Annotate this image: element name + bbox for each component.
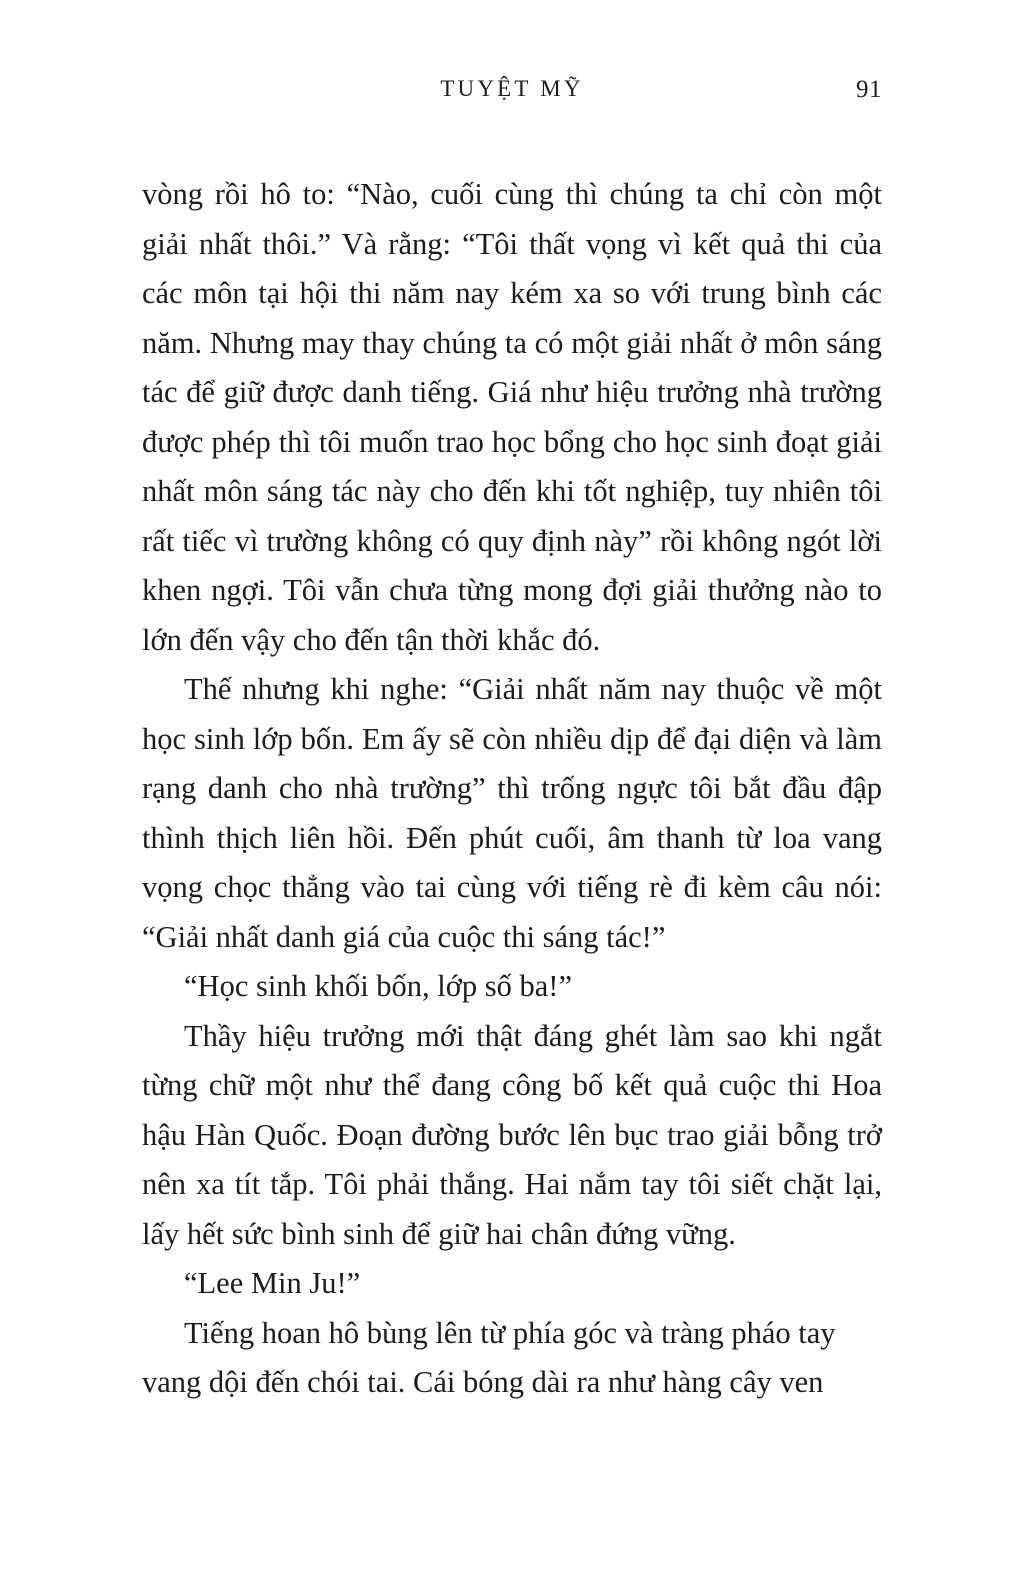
paragraph: vòng rồi hô to: “Nào, cuối cùng thì chúng ta chỉ còn một giải nhất thôi.” Và rằng: “Tôi thất vọng vì kết quả thi của các môn tại hội thi năm nay kém xa so với trung bình các năm. Nhưng may thay chúng ta có một giải nhất ở môn sáng tác để giữ được danh tiếng. Giá như hiệu trưởng nhà trường được phép thì tôi muốn trao học bổng cho học sinh đoạt giải nhất môn sáng tác này cho đến khi tốt nghiệp, tuy nhiên tôi rất tiếc vì trường không có quy định này” rồi không ngót lời khen ngợi. Tôi vẫn chưa từng mong đợi giải thưởng nào to lớn đến vậy cho đến tận thời khắc đó. (142, 177, 882, 657)
paragraph: “Lee Min Ju!” (184, 1266, 361, 1300)
paragraph: Thầy hiệu trưởng mới thật đáng ghét làm sao khi ngắt từng chữ một như thể đang công bố kết quả cuộc thi Hoa hậu Hàn Quốc. Đoạn đường bước lên bục trao giải bỗng trở nên xa tít tắp. Tôi phải thắng. Hai nắm tay tôi siết chặt lại, lấy hết sức bình sinh để giữ hai chân đứng vững. (142, 1018, 882, 1251)
running-head-title: TUYỆT MỸ (440, 76, 584, 101)
paragraph: Tiếng hoan hô bùng lên từ phía góc và tràng pháo tay vang dội đến chói tai. Cái bóng dài ra như hàng cây ven (142, 1315, 836, 1399)
paragraph: Thế nhưng khi nghe: “Giải nhất năm nay thuộc về một học sinh lớp bốn. Em ấy sẽ còn nhiều dịp để đại diện và làm rạng danh cho nhà trường” thì trống ngực tôi bắt đầu đập thình thịch liên hồi. Đến phút cuối, âm thanh từ loa vang vọng chọc thẳng vào tai cùng với tiếng rè đi kèm câu nói: “Giải nhất danh giá của cuộc thi sáng tác!” (142, 672, 882, 954)
paragraph: “Học sinh khối bốn, lớp số ba!” (184, 969, 572, 1003)
page-number: 91 (856, 76, 882, 103)
running-head (142, 76, 882, 102)
body-text (142, 170, 882, 1408)
